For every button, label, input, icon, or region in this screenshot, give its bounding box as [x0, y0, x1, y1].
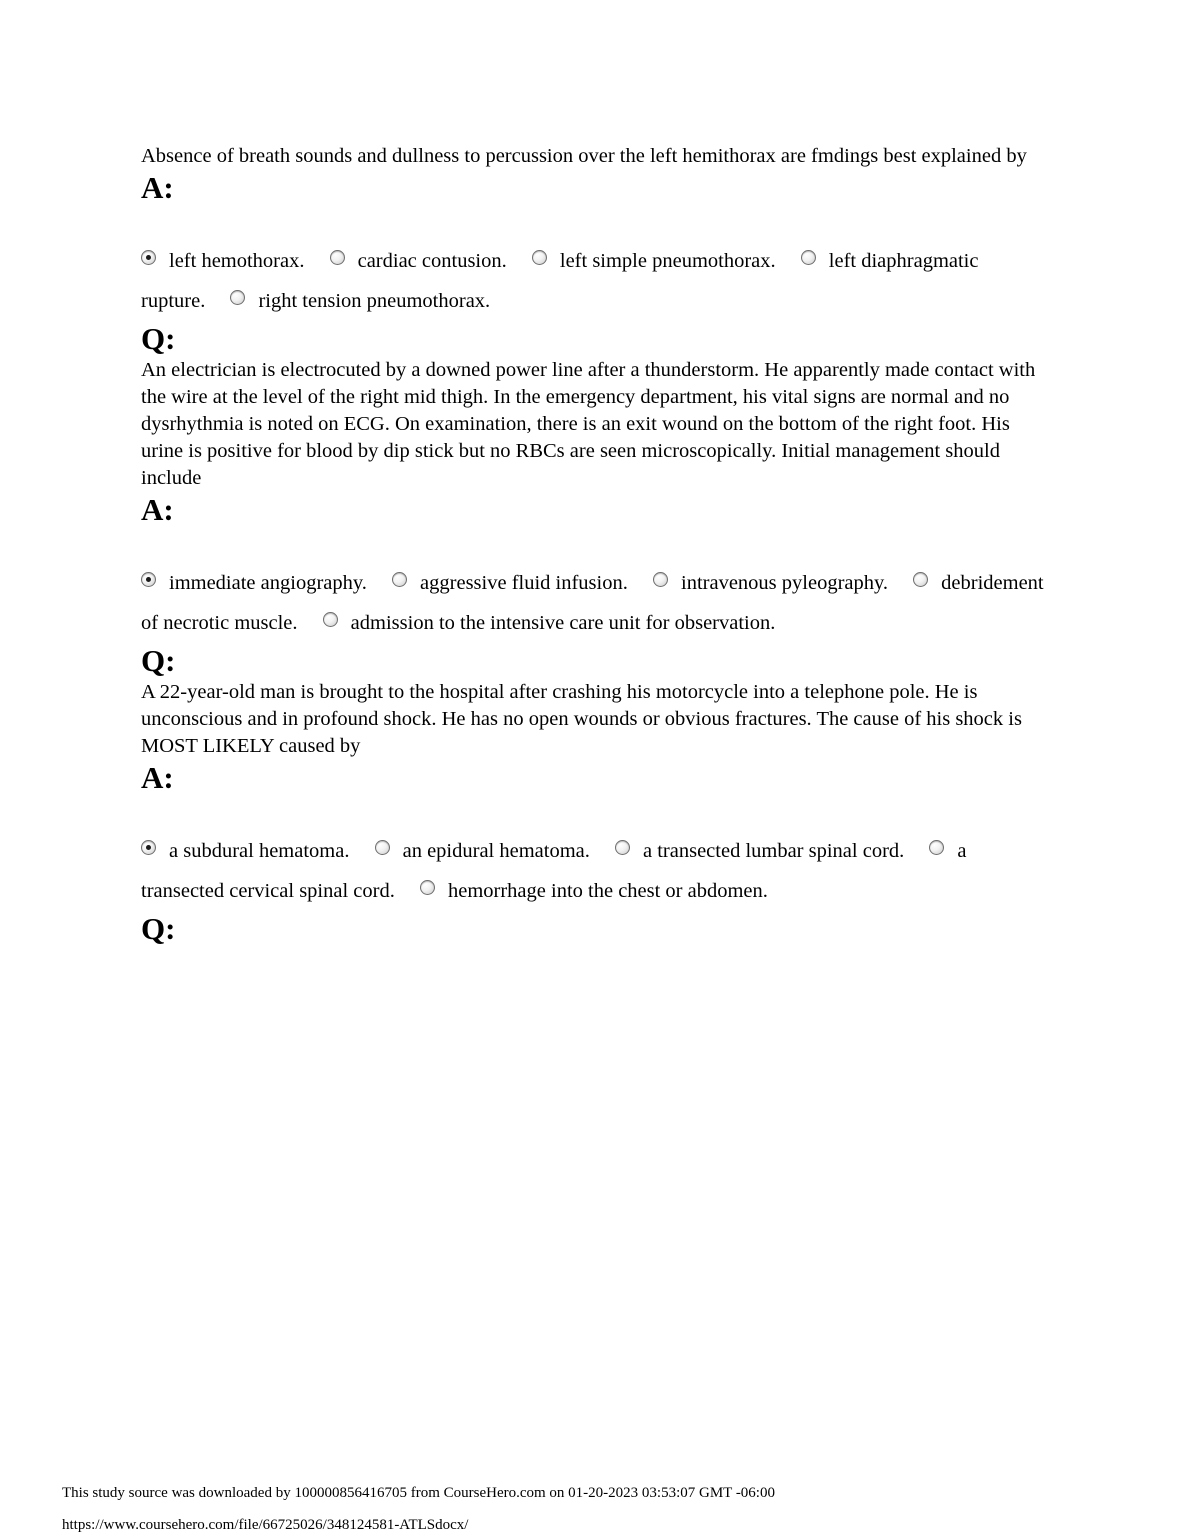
radio-dot-icon [146, 845, 151, 850]
radio-button[interactable] [913, 572, 928, 587]
question-text: A 22-year-old man is brought to the hospital after crashing his motorcycle into a telephone pole. He is unconscious and in profound shock. He has no open wounds or obvious fractures. The cause of his shock is MOST LIKELY caused by [141, 681, 1022, 757]
radio-button[interactable] [141, 572, 156, 587]
answer-option-label: hemorrhage into the chest or abdomen. [447, 880, 768, 902]
answer-option [141, 250, 324, 272]
answer-heading: A: [141, 170, 174, 205]
radio-button[interactable] [929, 840, 944, 855]
answer-option [141, 840, 369, 862]
question-heading: Q: [141, 911, 176, 946]
answer-option-label: cardiac contusion. [357, 250, 507, 272]
answer-option-label: an epidural hematoma. [402, 840, 590, 862]
answer-option [323, 612, 796, 634]
answer-options [141, 241, 1049, 321]
radio-button[interactable] [141, 250, 156, 265]
answer-heading: A: [141, 760, 174, 795]
radio-button[interactable] [801, 250, 816, 265]
radio-button[interactable] [532, 250, 547, 265]
radio-button[interactable] [375, 840, 390, 855]
answer-option-label: a subdural hematoma. [169, 840, 350, 862]
radio-button[interactable] [653, 572, 668, 587]
radio-button[interactable] [323, 612, 338, 627]
answer-heading: A: [141, 492, 174, 527]
answer-option [375, 840, 610, 862]
answer-option-label: left hemothorax. [169, 250, 305, 272]
answer-option-label: right tension pneumothorax. [258, 290, 491, 312]
answer-option [392, 572, 648, 594]
radio-button[interactable] [392, 572, 407, 587]
radio-button[interactable] [330, 250, 345, 265]
answer-option [653, 572, 908, 594]
answer-option-label: intravenous pyleography. [681, 572, 889, 594]
answer-options [141, 563, 1049, 643]
answer-options [141, 831, 1049, 911]
document-content [141, 143, 1049, 947]
question-text: Absence of breath sounds and dullness to percussion over the left hemithorax are fmdings best explained by [141, 145, 1027, 167]
radio-dot-icon [146, 577, 151, 582]
radio-button[interactable] [230, 290, 245, 305]
answer-option-label: left diaphragmatic rupture. [141, 250, 979, 312]
radio-button[interactable] [141, 840, 156, 855]
answer-option [141, 572, 387, 594]
radio-button[interactable] [420, 880, 435, 895]
radio-dot-icon [146, 255, 151, 260]
answer-option [420, 880, 788, 902]
footer-download-note: This study source was downloaded by 100000856416705 from CourseHero.com on 01-20-2023 03:53:07 GMT -06:00 [62, 1485, 775, 1501]
answer-option [230, 290, 510, 312]
answer-option [615, 840, 924, 862]
answer-option-label: left simple pneumothorax. [559, 250, 776, 272]
source-url-link[interactable]: https://www.coursehero.com/file/66725026/348124581-ATLSdocx/ [62, 1517, 469, 1533]
answer-option-label: aggressive fluid infusion. [420, 572, 628, 594]
radio-button[interactable] [615, 840, 630, 855]
question-heading: Q: [141, 643, 176, 678]
question-text: An electrician is electrocuted by a downed power line after a thunderstorm. He apparently made contact with the wire at the level of the right mid thigh. In the emergency department, his vital signs are normal and no dysrhythmia is noted on ECG. On examination, there is an exit wound on the bottom of the right foot. His urine is positive for blood by dip stick but no RBCs are seen microscopically. Initial management should include [141, 359, 1036, 489]
answer-option-label: admission to the intensive care unit for observation. [350, 612, 776, 634]
answer-option [330, 250, 527, 272]
answer-option [532, 250, 796, 272]
answer-option-label: debridement of necrotic muscle. [141, 572, 1044, 634]
answer-option-label: a transected cervical spinal cord. [141, 840, 967, 902]
answer-option-label: a transected lumbar spinal cord. [643, 840, 905, 862]
question-heading: Q: [141, 321, 176, 356]
answer-option-label: immediate angiography. [169, 572, 367, 594]
